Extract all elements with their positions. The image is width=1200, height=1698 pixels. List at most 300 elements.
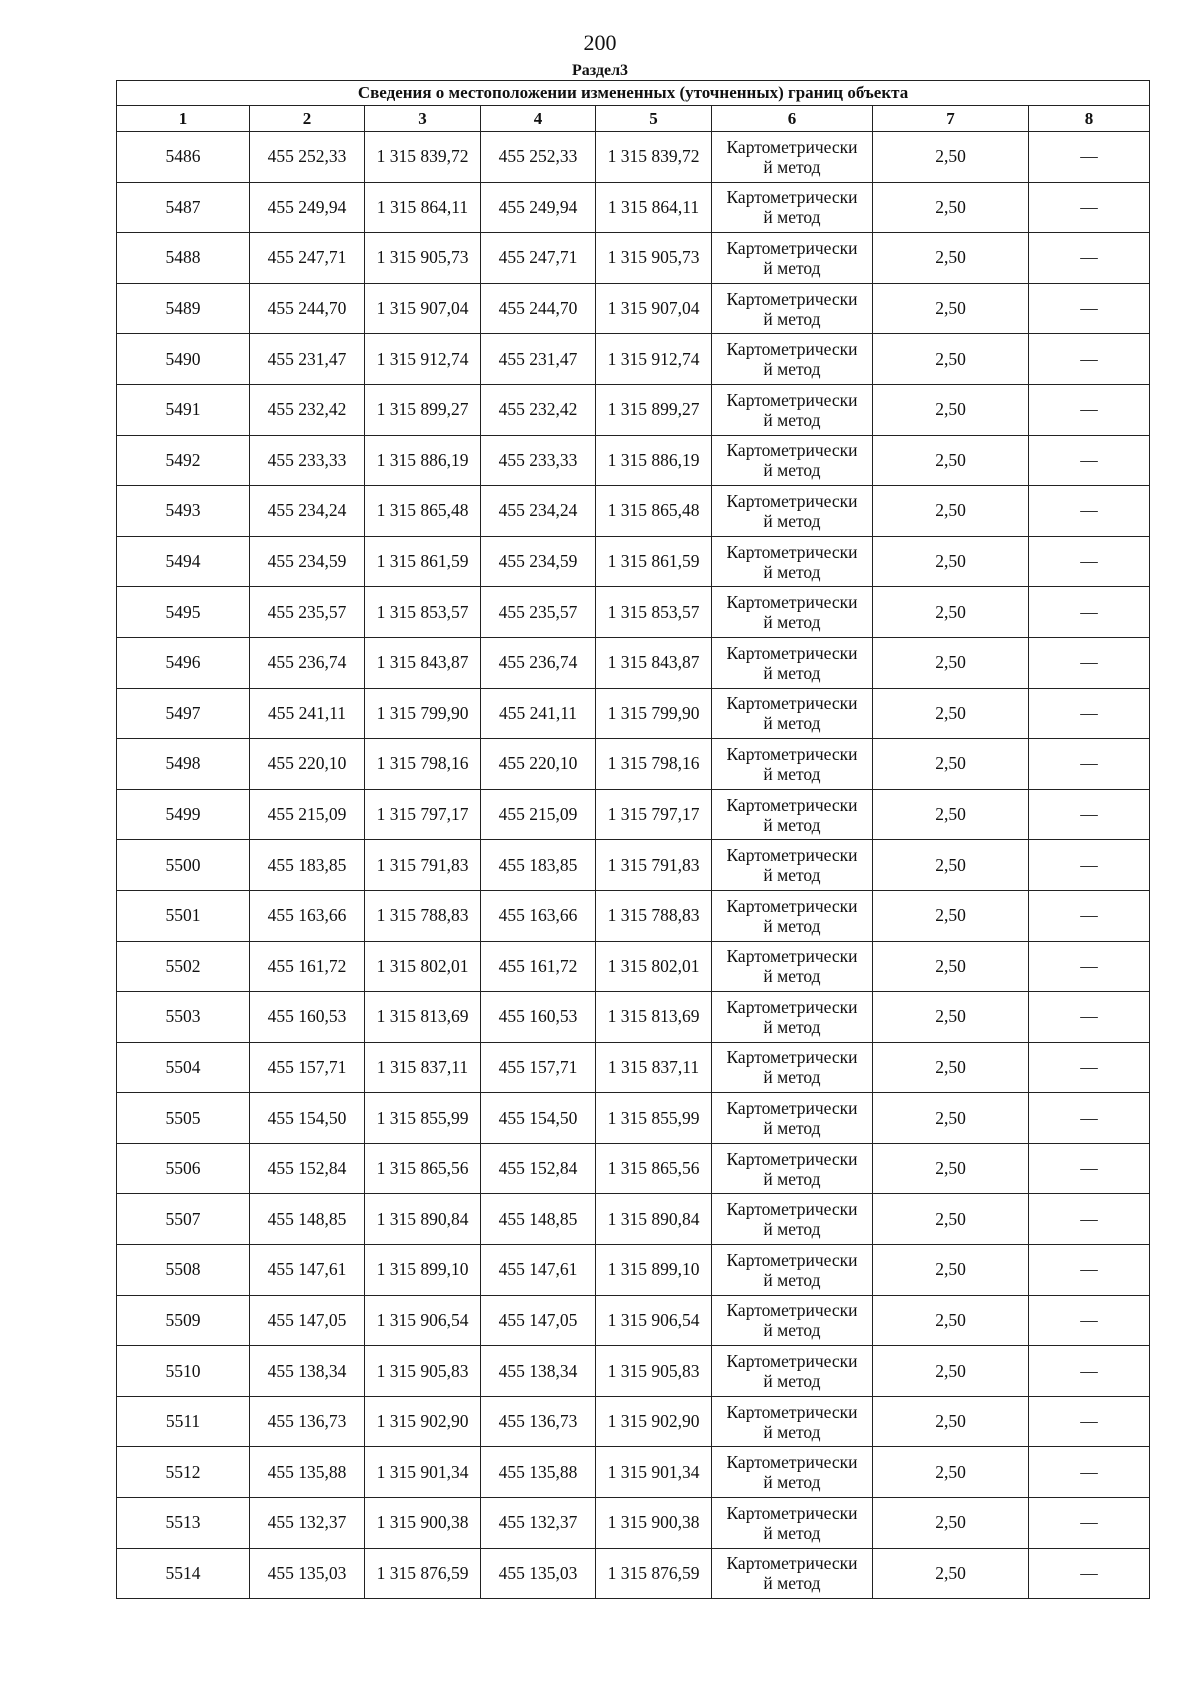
table-row	[117, 233, 1150, 284]
y-after-cell: 1 315 899,27	[596, 384, 712, 435]
method-text-line: Картометрически	[726, 794, 858, 815]
method-text-line: й метод	[763, 1421, 821, 1442]
x-after-cell: 455 236,74	[481, 637, 596, 688]
description-cell: —	[1029, 1346, 1150, 1397]
point-number-cell: 5509	[117, 1295, 250, 1346]
table-row	[117, 334, 1150, 385]
table-row	[117, 132, 1150, 183]
x-after-cell: 455 147,05	[481, 1295, 596, 1346]
accuracy-cell: 2,50	[873, 637, 1029, 688]
accuracy-cell: 2,50	[873, 1346, 1029, 1397]
description-cell: —	[1029, 1498, 1150, 1549]
description-cell: —	[1029, 1447, 1150, 1498]
x-before-cell: 455 183,85	[250, 840, 365, 891]
x-before-cell: 455 163,66	[250, 890, 365, 941]
x-before-cell: 455 247,71	[250, 233, 365, 284]
method-text-line: й метод	[763, 662, 821, 683]
description-cell: —	[1029, 1042, 1150, 1093]
point-number-cell: 5505	[117, 1093, 250, 1144]
method-cell	[712, 941, 873, 992]
method-text-line: Картометрически	[726, 1199, 858, 1220]
y-after-cell: 1 315 797,17	[596, 789, 712, 840]
y-after-cell: 1 315 791,83	[596, 840, 712, 891]
method-text-line: й метод	[763, 1118, 821, 1139]
column-number: 5	[596, 106, 712, 132]
description-cell: —	[1029, 384, 1150, 435]
x-before-cell: 455 231,47	[250, 334, 365, 385]
method-text-line: Картометрически	[726, 237, 858, 258]
method-text-line: Картометрически	[726, 743, 858, 764]
point-number-cell: 5499	[117, 789, 250, 840]
point-number-cell: 5501	[117, 890, 250, 941]
method-text-line: й метод	[763, 510, 821, 531]
point-number-cell: 5487	[117, 182, 250, 233]
y-before-cell: 1 315 905,73	[365, 233, 481, 284]
x-before-cell: 455 148,85	[250, 1194, 365, 1245]
y-before-cell: 1 315 855,99	[365, 1093, 481, 1144]
table-row	[117, 789, 1150, 840]
method-text-line: й метод	[763, 207, 821, 228]
x-after-cell: 455 220,10	[481, 739, 596, 790]
x-before-cell: 455 233,33	[250, 435, 365, 486]
method-text-line: й метод	[763, 865, 821, 886]
column-number: 2	[250, 106, 365, 132]
method-text-line: Картометрически	[726, 1098, 858, 1119]
x-before-cell: 455 157,71	[250, 1042, 365, 1093]
accuracy-cell: 2,50	[873, 384, 1029, 435]
y-before-cell: 1 315 788,83	[365, 890, 481, 941]
table-row	[117, 1245, 1150, 1296]
method-cell	[712, 890, 873, 941]
table-row	[117, 536, 1150, 587]
x-after-cell: 455 136,73	[481, 1396, 596, 1447]
x-before-cell: 455 220,10	[250, 739, 365, 790]
accuracy-cell: 2,50	[873, 587, 1029, 638]
x-after-cell: 455 252,33	[481, 132, 596, 183]
method-cell	[712, 182, 873, 233]
point-number-cell: 5513	[117, 1498, 250, 1549]
description-cell: —	[1029, 1396, 1150, 1447]
x-before-cell: 455 235,57	[250, 587, 365, 638]
x-after-cell: 455 160,53	[481, 992, 596, 1043]
y-before-cell: 1 315 907,04	[365, 283, 481, 334]
method-text-line: Картометрически	[726, 541, 858, 562]
y-after-cell: 1 315 912,74	[596, 334, 712, 385]
table-row	[117, 941, 1150, 992]
point-number-cell: 5496	[117, 637, 250, 688]
x-after-cell: 455 232,42	[481, 384, 596, 435]
y-after-cell: 1 315 865,56	[596, 1143, 712, 1194]
y-after-cell: 1 315 788,83	[596, 890, 712, 941]
y-before-cell: 1 315 865,56	[365, 1143, 481, 1194]
y-before-cell: 1 315 902,90	[365, 1396, 481, 1447]
x-after-cell: 455 244,70	[481, 283, 596, 334]
description-cell: —	[1029, 992, 1150, 1043]
y-before-cell: 1 315 837,11	[365, 1042, 481, 1093]
x-before-cell: 455 147,05	[250, 1295, 365, 1346]
method-text-line: й метод	[763, 1522, 821, 1543]
x-after-cell: 455 215,09	[481, 789, 596, 840]
y-after-cell: 1 315 837,11	[596, 1042, 712, 1093]
method-text-line: Картометрически	[726, 288, 858, 309]
method-cell	[712, 1396, 873, 1447]
point-number-cell: 5503	[117, 992, 250, 1043]
y-before-cell: 1 315 899,27	[365, 384, 481, 435]
method-cell	[712, 435, 873, 486]
method-text-line: й метод	[763, 1219, 821, 1240]
description-cell: —	[1029, 890, 1150, 941]
y-before-cell: 1 315 886,19	[365, 435, 481, 486]
accuracy-cell: 2,50	[873, 739, 1029, 790]
description-cell: —	[1029, 1093, 1150, 1144]
column-number: 3	[365, 106, 481, 132]
method-text-line: й метод	[763, 257, 821, 278]
x-after-cell: 455 152,84	[481, 1143, 596, 1194]
point-number-cell: 5504	[117, 1042, 250, 1093]
y-before-cell: 1 315 900,38	[365, 1498, 481, 1549]
table-row	[117, 283, 1150, 334]
x-before-cell: 455 160,53	[250, 992, 365, 1043]
x-after-cell: 455 148,85	[481, 1194, 596, 1245]
table-row	[117, 486, 1150, 537]
accuracy-cell: 2,50	[873, 1093, 1029, 1144]
y-after-cell: 1 315 798,16	[596, 739, 712, 790]
point-number-cell: 5486	[117, 132, 250, 183]
y-after-cell: 1 315 902,90	[596, 1396, 712, 1447]
table-row	[117, 1498, 1150, 1549]
x-before-cell: 455 234,24	[250, 486, 365, 537]
method-cell	[712, 739, 873, 790]
method-cell	[712, 1548, 873, 1599]
accuracy-cell: 2,50	[873, 233, 1029, 284]
table-title: Сведения о местоположении измененных (уточненных) границ объекта	[117, 81, 1150, 106]
y-after-cell: 1 315 864,11	[596, 182, 712, 233]
method-cell	[712, 536, 873, 587]
method-cell	[712, 233, 873, 284]
x-before-cell: 455 241,11	[250, 688, 365, 739]
y-before-cell: 1 315 802,01	[365, 941, 481, 992]
x-after-cell: 455 138,34	[481, 1346, 596, 1397]
x-after-cell: 455 233,33	[481, 435, 596, 486]
x-after-cell: 455 231,47	[481, 334, 596, 385]
table-row	[117, 1346, 1150, 1397]
description-cell: —	[1029, 536, 1150, 587]
y-before-cell: 1 315 905,83	[365, 1346, 481, 1397]
accuracy-cell: 2,50	[873, 132, 1029, 183]
y-after-cell: 1 315 813,69	[596, 992, 712, 1043]
method-cell	[712, 132, 873, 183]
x-after-cell: 455 154,50	[481, 1093, 596, 1144]
column-number: 4	[481, 106, 596, 132]
point-number-cell: 5512	[117, 1447, 250, 1498]
point-number-cell: 5506	[117, 1143, 250, 1194]
y-after-cell: 1 315 799,90	[596, 688, 712, 739]
description-cell: —	[1029, 233, 1150, 284]
method-text-line: й метод	[763, 1269, 821, 1290]
point-number-cell: 5498	[117, 739, 250, 790]
accuracy-cell: 2,50	[873, 1498, 1029, 1549]
description-cell: —	[1029, 1548, 1150, 1599]
method-cell	[712, 1194, 873, 1245]
method-text-line: Картометрически	[726, 1249, 858, 1270]
x-before-cell: 455 249,94	[250, 182, 365, 233]
description-cell: —	[1029, 334, 1150, 385]
table-row	[117, 1548, 1150, 1599]
x-after-cell: 455 132,37	[481, 1498, 596, 1549]
method-text-line: й метод	[763, 1472, 821, 1493]
y-before-cell: 1 315 876,59	[365, 1548, 481, 1599]
point-number-cell: 5489	[117, 283, 250, 334]
method-cell	[712, 486, 873, 537]
method-text-line: Картометрически	[726, 1047, 858, 1068]
x-after-cell: 455 163,66	[481, 890, 596, 941]
method-text-line: Картометрически	[726, 440, 858, 461]
y-after-cell: 1 315 905,73	[596, 233, 712, 284]
method-text-line: й метод	[763, 359, 821, 380]
table-row	[117, 992, 1150, 1043]
point-number-cell: 5508	[117, 1245, 250, 1296]
description-cell: —	[1029, 283, 1150, 334]
x-before-cell: 455 244,70	[250, 283, 365, 334]
table-row	[117, 384, 1150, 435]
y-after-cell: 1 315 861,59	[596, 536, 712, 587]
accuracy-cell: 2,50	[873, 992, 1029, 1043]
table-row	[117, 1143, 1150, 1194]
table-row	[117, 1295, 1150, 1346]
point-number-cell: 5500	[117, 840, 250, 891]
x-after-cell: 455 235,57	[481, 587, 596, 638]
method-cell	[712, 688, 873, 739]
description-cell: —	[1029, 688, 1150, 739]
method-cell	[712, 587, 873, 638]
accuracy-cell: 2,50	[873, 840, 1029, 891]
y-before-cell: 1 315 861,59	[365, 536, 481, 587]
method-cell	[712, 840, 873, 891]
y-after-cell: 1 315 839,72	[596, 132, 712, 183]
method-cell	[712, 1295, 873, 1346]
x-after-cell: 455 135,03	[481, 1548, 596, 1599]
method-text-line: Картометрически	[726, 592, 858, 613]
x-before-cell: 455 236,74	[250, 637, 365, 688]
y-before-cell: 1 315 839,72	[365, 132, 481, 183]
table-row	[117, 688, 1150, 739]
method-text-line: Картометрически	[726, 339, 858, 360]
method-text-line: Картометрически	[726, 1452, 858, 1473]
y-after-cell: 1 315 900,38	[596, 1498, 712, 1549]
table-row	[117, 587, 1150, 638]
method-text-line: й метод	[763, 409, 821, 430]
y-after-cell: 1 315 905,83	[596, 1346, 712, 1397]
x-before-cell: 455 232,42	[250, 384, 365, 435]
table-row	[117, 1194, 1150, 1245]
column-number: 7	[873, 106, 1029, 132]
method-text-line: й метод	[763, 460, 821, 481]
method-cell	[712, 637, 873, 688]
coordinates-table	[116, 80, 1150, 1599]
y-after-cell: 1 315 802,01	[596, 941, 712, 992]
accuracy-cell: 2,50	[873, 688, 1029, 739]
y-before-cell: 1 315 912,74	[365, 334, 481, 385]
accuracy-cell: 2,50	[873, 1548, 1029, 1599]
point-number-cell: 5497	[117, 688, 250, 739]
x-after-cell: 455 183,85	[481, 840, 596, 891]
x-before-cell: 455 161,72	[250, 941, 365, 992]
accuracy-cell: 2,50	[873, 486, 1029, 537]
table-row	[117, 637, 1150, 688]
accuracy-cell: 2,50	[873, 1194, 1029, 1245]
point-number-cell: 5488	[117, 233, 250, 284]
method-text-line: й метод	[763, 308, 821, 329]
x-before-cell: 455 147,61	[250, 1245, 365, 1296]
page-number: 200	[583, 30, 617, 55]
point-number-cell: 5494	[117, 536, 250, 587]
x-before-cell: 455 135,88	[250, 1447, 365, 1498]
description-cell: —	[1029, 637, 1150, 688]
description-cell: —	[1029, 132, 1150, 183]
method-text-line: й метод	[763, 1573, 821, 1594]
table-row	[117, 435, 1150, 486]
method-text-line: й метод	[763, 1067, 821, 1088]
method-text-line: Картометрически	[726, 996, 858, 1017]
x-after-cell: 455 247,71	[481, 233, 596, 284]
y-after-cell: 1 315 853,57	[596, 587, 712, 638]
method-text-line: Картометрически	[726, 642, 858, 663]
x-before-cell: 455 136,73	[250, 1396, 365, 1447]
description-cell: —	[1029, 435, 1150, 486]
accuracy-cell: 2,50	[873, 334, 1029, 385]
method-cell	[712, 384, 873, 435]
y-after-cell: 1 315 901,34	[596, 1447, 712, 1498]
x-after-cell: 455 157,71	[481, 1042, 596, 1093]
point-number-cell: 5514	[117, 1548, 250, 1599]
method-cell	[712, 992, 873, 1043]
point-number-cell: 5510	[117, 1346, 250, 1397]
method-cell	[712, 1143, 873, 1194]
y-after-cell: 1 315 899,10	[596, 1245, 712, 1296]
description-cell: —	[1029, 1194, 1150, 1245]
accuracy-cell: 2,50	[873, 283, 1029, 334]
method-cell	[712, 1346, 873, 1397]
point-number-cell: 5492	[117, 435, 250, 486]
method-text-line: Картометрически	[726, 490, 858, 511]
table-row	[117, 1447, 1150, 1498]
method-text-line: й метод	[763, 1168, 821, 1189]
description-cell: —	[1029, 1295, 1150, 1346]
method-text-line: й метод	[763, 1016, 821, 1037]
method-text-line: Картометрически	[726, 389, 858, 410]
method-cell	[712, 789, 873, 840]
x-before-cell: 455 138,34	[250, 1346, 365, 1397]
table-body	[117, 132, 1150, 1599]
description-cell: —	[1029, 1143, 1150, 1194]
x-before-cell: 455 215,09	[250, 789, 365, 840]
method-cell	[712, 1245, 873, 1296]
accuracy-cell: 2,50	[873, 1042, 1029, 1093]
description-cell: —	[1029, 739, 1150, 790]
x-before-cell: 455 152,84	[250, 1143, 365, 1194]
method-cell	[712, 1498, 873, 1549]
description-cell: —	[1029, 1245, 1150, 1296]
table-row	[117, 739, 1150, 790]
column-number-row	[117, 106, 1150, 132]
method-text-line: Картометрически	[726, 895, 858, 916]
accuracy-cell: 2,50	[873, 1143, 1029, 1194]
y-before-cell: 1 315 890,84	[365, 1194, 481, 1245]
method-text-line: Картометрически	[726, 1553, 858, 1574]
method-text-line: й метод	[763, 1320, 821, 1341]
y-before-cell: 1 315 797,17	[365, 789, 481, 840]
x-after-cell: 455 234,59	[481, 536, 596, 587]
method-text-line: Картометрически	[726, 946, 858, 967]
method-text-line: Картометрически	[726, 845, 858, 866]
method-text-line: Картометрически	[726, 187, 858, 208]
y-after-cell: 1 315 886,19	[596, 435, 712, 486]
method-text-line: й метод	[763, 915, 821, 936]
accuracy-cell: 2,50	[873, 890, 1029, 941]
table-row	[117, 890, 1150, 941]
y-after-cell: 1 315 906,54	[596, 1295, 712, 1346]
description-cell: —	[1029, 182, 1150, 233]
table-row	[117, 182, 1150, 233]
y-after-cell: 1 315 865,48	[596, 486, 712, 537]
x-after-cell: 455 135,88	[481, 1447, 596, 1498]
accuracy-cell: 2,50	[873, 536, 1029, 587]
accuracy-cell: 2,50	[873, 1245, 1029, 1296]
x-before-cell: 455 135,03	[250, 1548, 365, 1599]
method-cell	[712, 1447, 873, 1498]
x-before-cell: 455 252,33	[250, 132, 365, 183]
y-before-cell: 1 315 791,83	[365, 840, 481, 891]
method-text-line: Картометрически	[726, 1401, 858, 1422]
accuracy-cell: 2,50	[873, 1447, 1029, 1498]
method-cell	[712, 1093, 873, 1144]
method-text-line: й метод	[763, 713, 821, 734]
column-number: 1	[117, 106, 250, 132]
section-label: Раздел3	[571, 62, 629, 79]
x-after-cell: 455 147,61	[481, 1245, 596, 1296]
x-before-cell: 455 234,59	[250, 536, 365, 587]
method-text-line: Картометрически	[726, 1351, 858, 1372]
x-before-cell: 455 154,50	[250, 1093, 365, 1144]
method-text-line: й метод	[763, 561, 821, 582]
y-before-cell: 1 315 864,11	[365, 182, 481, 233]
table-row	[117, 1093, 1150, 1144]
description-cell: —	[1029, 840, 1150, 891]
accuracy-cell: 2,50	[873, 435, 1029, 486]
method-text-line: й метод	[763, 814, 821, 835]
description-cell: —	[1029, 789, 1150, 840]
method-cell	[712, 1042, 873, 1093]
point-number-cell: 5502	[117, 941, 250, 992]
x-after-cell: 455 234,24	[481, 486, 596, 537]
method-text-line: Картометрически	[726, 136, 858, 157]
x-after-cell: 455 161,72	[481, 941, 596, 992]
description-cell: —	[1029, 941, 1150, 992]
method-text-line: й метод	[763, 612, 821, 633]
y-before-cell: 1 315 865,48	[365, 486, 481, 537]
x-after-cell: 455 241,11	[481, 688, 596, 739]
method-text-line: Картометрически	[726, 693, 858, 714]
y-after-cell: 1 315 843,87	[596, 637, 712, 688]
y-before-cell: 1 315 843,87	[365, 637, 481, 688]
accuracy-cell: 2,50	[873, 182, 1029, 233]
method-text-line: Картометрически	[726, 1502, 858, 1523]
y-after-cell: 1 315 907,04	[596, 283, 712, 334]
description-cell: —	[1029, 587, 1150, 638]
y-before-cell: 1 315 799,90	[365, 688, 481, 739]
y-after-cell: 1 315 876,59	[596, 1548, 712, 1599]
method-text-line: й метод	[763, 966, 821, 987]
